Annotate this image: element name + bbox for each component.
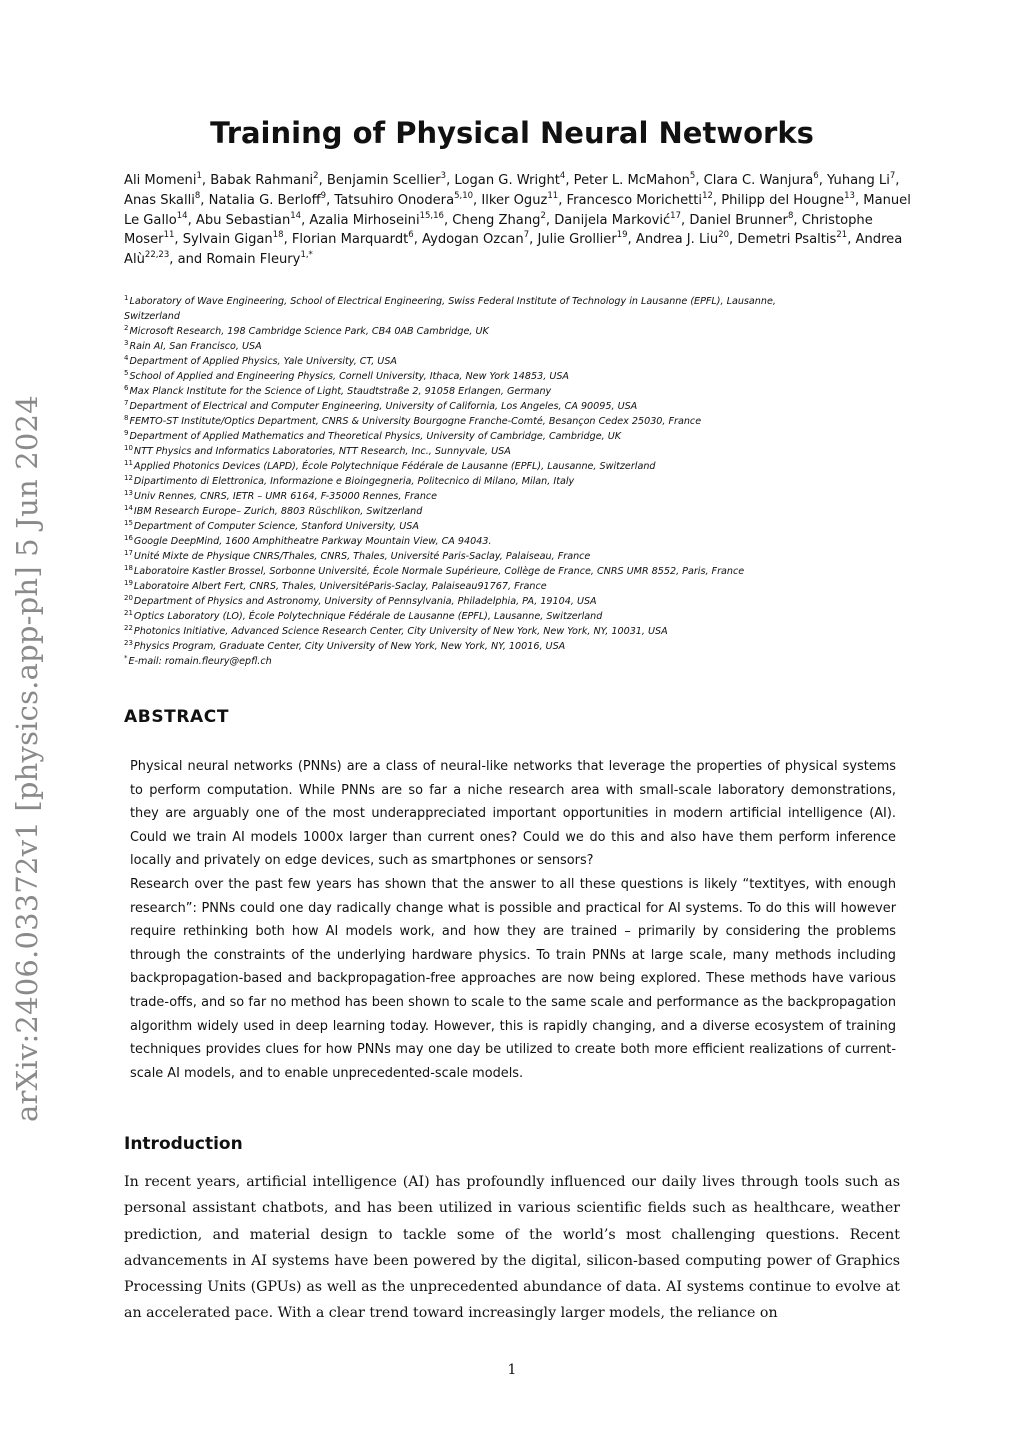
author-name: Yuhang Li bbox=[827, 173, 890, 188]
author-name: Peter L. McMahon bbox=[573, 173, 690, 188]
affiliation-text: Laboratoire Albert Fert, CNRS, Thales, UniversitéParis-Saclay, Palaiseau91767, France bbox=[133, 581, 547, 592]
affiliation-item bbox=[124, 639, 904, 654]
author-name: Andrea Alù bbox=[124, 232, 903, 268]
affiliation-list bbox=[124, 294, 904, 669]
affiliation-text: Max Planck Institute for the Science of Light, Staudtstraße 2, 91058 Erlangen, Germany bbox=[129, 386, 552, 397]
affiliation-item bbox=[124, 624, 904, 639]
author-affiliation-marker: 15,16 bbox=[419, 210, 444, 221]
affiliation-number: 19 bbox=[124, 579, 133, 587]
author-name: Abu Sebastian bbox=[195, 212, 291, 228]
affiliation-number: 15 bbox=[124, 519, 133, 527]
author-affiliation-marker: 22,23 bbox=[144, 250, 170, 261]
author-name: Cheng Zhang bbox=[452, 212, 541, 228]
affiliation-item bbox=[124, 504, 904, 519]
affiliation-text: Google DeepMind, 1600 Amphitheatre Parkway Mountain View, CA 94043. bbox=[133, 536, 492, 547]
author-affiliation-marker: 12 bbox=[702, 190, 713, 201]
affiliation-text: Applied Photonics Devices (LAPD), École Polytechnique Fédérale de Lausanne (EPFL), Lausanne, Switzerland bbox=[133, 461, 656, 472]
abstract-paragraph: Research over the past few years has shown that the answer to all these questions is likely “textityes, with enough research”: PNNs could one day radically change what is possible and practical for AI systems. To do this will however require rethinking both how AI models work, and how they are trained – primarily by considering the problems through the constraints of the underlying hardware physics. To train PNNs at large scale, many methods including backpropagation-based and backpropagation-free approaches are now being explored. These methods have various trade-offs, and so far no method has been shown to scale to the same scale and performance as the backpropagation algorithm widely used in deep learning today. However, this is rapidly changing, and a diverse ecosystem of training techniques provides clues for how PNNs may one day be utilized to create both more efficient realizations of current-scale AI models, and to enable unprecedented-scale models. bbox=[130, 876, 896, 1081]
author-affiliation-marker: 13 bbox=[844, 190, 855, 201]
affiliation-number: 11 bbox=[124, 459, 133, 467]
author-affiliation-marker: 9 bbox=[320, 190, 327, 201]
author-name: Sylvain Gigan bbox=[182, 232, 273, 248]
author-affiliation-marker: 8 bbox=[194, 190, 201, 201]
author-affiliation-marker: 17 bbox=[670, 210, 681, 221]
author-affiliation-marker: 6 bbox=[813, 171, 819, 181]
affiliation-item bbox=[124, 474, 904, 489]
affiliation-number: 7 bbox=[124, 399, 129, 407]
author-name: Philipp del Hougne bbox=[721, 192, 845, 208]
affiliation-item bbox=[124, 384, 904, 399]
author-affiliation-marker: 5 bbox=[689, 171, 696, 181]
affiliation-number: 8 bbox=[124, 414, 129, 422]
author-affiliation-marker: 4 bbox=[559, 171, 566, 181]
affiliation-number: * bbox=[124, 654, 128, 662]
affiliation-number: 9 bbox=[124, 429, 129, 437]
affiliation-item bbox=[124, 564, 904, 579]
author-affiliation-marker: 2 bbox=[313, 171, 319, 181]
author-name: Francesco Morichetti bbox=[566, 192, 703, 208]
section-heading-introduction: Introduction bbox=[124, 1134, 243, 1154]
affiliation-number: 23 bbox=[124, 639, 133, 647]
author-affiliation-marker: 6 bbox=[408, 230, 414, 241]
affiliation-text: Department of Applied Mathematics and Theoretical Physics, University of Cambridge, Cambridge, UK bbox=[129, 431, 622, 442]
author-name: Christophe Moser bbox=[124, 212, 873, 248]
author-affiliation-marker: 14 bbox=[290, 210, 302, 221]
affiliation-number: 3 bbox=[124, 339, 129, 347]
affiliation-text: Laboratoire Kastler Brossel, Sorbonne Université, École Normale Supérieure, Collège de France, CNRS UMR 8552, Paris, France bbox=[133, 566, 745, 577]
affiliation-number: 20 bbox=[124, 594, 133, 602]
author-affiliation-marker: 20 bbox=[718, 230, 730, 241]
affiliation-item bbox=[124, 579, 904, 594]
affiliation-number: 14 bbox=[124, 504, 133, 512]
page-number: 1 bbox=[507, 1362, 517, 1378]
author-name: Florian Marquardt bbox=[291, 232, 409, 248]
affiliation-item bbox=[124, 459, 904, 474]
affiliation-text: Physics Program, Graduate Center, City University of New York, New York, NY, 10016, USA bbox=[133, 641, 566, 652]
author-affiliation-marker: 18 bbox=[272, 230, 284, 241]
abstract-paragraph: Physical neural networks (PNNs) are a class of neural-like networks that leverage the properties of physical systems to perform computation. While PNNs are so far a niche research area with small-scale laboratory demonstrations, they are arguably one of the most underappreciated important opportunities in modern artificial intelligence (AI). Could we train AI models 1000x larger than current ones? Could we do this and also have them perform inference locally and privately on edge devices, such as smartphones or sensors? bbox=[130, 759, 896, 869]
abstract-body bbox=[130, 755, 896, 1085]
affiliation-number: 18 bbox=[124, 564, 133, 572]
arxiv-identifier-stamp: arXiv:2406.03372v1 [physics.app-ph] 5 Jun 2024 bbox=[10, 395, 44, 1122]
affiliation-item bbox=[124, 324, 904, 339]
affiliation-text: Photonics Initiative, Advanced Science Research Center, City University of New York, New York, NY, 10031, USA bbox=[133, 626, 668, 637]
affiliation-number: 2 bbox=[124, 324, 129, 332]
affiliation-item bbox=[124, 339, 904, 354]
affiliation-item bbox=[124, 594, 904, 609]
affiliation-number: 4 bbox=[124, 354, 129, 362]
author-name: Logan G. Wright bbox=[454, 173, 560, 188]
author-affiliation-marker: 21 bbox=[836, 230, 848, 241]
author-name: Demetri Psaltis bbox=[737, 232, 837, 248]
author-name: Andrea J. Liu bbox=[635, 232, 719, 248]
author-name: Ilker Oguz bbox=[481, 192, 548, 208]
author-name: Ali Momeni bbox=[124, 173, 197, 188]
author-name: Tatsuhiro Onodera bbox=[334, 192, 455, 208]
affiliation-text: FEMTO-ST Institute/Optics Department, CNRS & University Bourgogne Franche-Comté, Besançon Cedex 25030, France bbox=[129, 416, 702, 427]
author-affiliation-marker: 8 bbox=[787, 210, 794, 221]
author-affiliation-marker: 1,* bbox=[300, 250, 313, 261]
affiliation-item bbox=[124, 519, 904, 534]
author-list: Ali Momeni$^1$, Babak Rahmani$^2$, Benjamin Scellier$^3$, Logan G. Wright$^4$, Peter L. McMahon$^5$, Clara C. Wanjura$^6$, Yuhang Li$^7$, Anas Skalli$^8$, Natalia G. Berloff$^9$, Tatsuhiro Onodera$^{5,10}$, Ilker Oguz$^{11}$, Francesco Morichetti$^{12}$, Philipp del Hougne$^{13}$, Manuel Le Gallo$^{14}$, Abu Sebastian$^{14}$, Azalia Mirhoseini$^{15,16}$, Cheng Zhang$^2$, Danijela Marković$^{17}$, Daniel Brunner$^8$, Christophe Moser$^{11}$, Sylvain Gigan$^{18}$, Florian Marquardt$^6$, Aydogan Ozcan$^7$, Julie Grollier$^{19}$, Andrea J. Liu$^{20}$, Demetri Psaltis$^{21}$, Andrea Alù$^{22,23}$, and Romain Fleury$^{1,*}$ bbox=[124, 171, 911, 268]
author-name: Azalia Mirhoseini bbox=[309, 212, 420, 228]
author-name: Anas Skalli bbox=[124, 192, 195, 208]
affiliation-number: 6 bbox=[124, 384, 129, 392]
affiliation-item bbox=[124, 414, 904, 429]
author-name: Danijela Marković bbox=[554, 212, 671, 228]
affiliation-number: 13 bbox=[124, 489, 133, 497]
affiliation-item bbox=[124, 399, 904, 414]
paper-title: Training of Physical Neural Networks bbox=[210, 116, 814, 150]
affiliation-number: 1 bbox=[124, 294, 129, 302]
author-affiliation-marker: 7 bbox=[889, 171, 896, 181]
affiliation-item bbox=[124, 354, 904, 369]
author-affiliation-marker: 2 bbox=[540, 210, 546, 221]
author-name: Manuel Le Gallo bbox=[124, 192, 911, 228]
affiliation-text: Dipartimento di Elettronica, Informazione e Bioingegneria, Politecnico di Milano, Milan, Italy bbox=[133, 476, 575, 487]
affiliation-text: School of Applied and Engineering Physics, Cornell University, Ithaca, New York 14853, USA bbox=[129, 371, 569, 382]
affiliation-text: Laboratory of Wave Engineering, School of Electrical Engineering, Swiss Federal Institute of Technology in Lausanne (EPFL), Lausanne, bbox=[129, 296, 776, 307]
affiliation-item bbox=[124, 609, 904, 624]
author-affiliation-marker: 1 bbox=[196, 171, 202, 181]
author-affiliation-marker: 5,10 bbox=[454, 190, 474, 201]
author-name: Benjamin Scellier bbox=[326, 173, 441, 188]
affiliation-number: 22 bbox=[124, 624, 133, 632]
affiliation-text: Department of Electrical and Computer Engineering, University of California, Los Angeles, CA 90095, USA bbox=[129, 401, 638, 412]
affiliation-item bbox=[124, 549, 904, 564]
introduction-paragraph: In recent years, artificial intelligence (AI) has profoundly influenced our daily lives through tools such as personal assistant chatbots, and has been utilized in various scientific fields such as healthcare, weather prediction, and material design to tackle some of the world’s most challenging questions. Recent advancements in AI systems have been powered by the digital, silicon-based computing power of Graphics Processing Units (GPUs) as well as the unprecedented abundance of data. AI systems continue to evolve at an accelerated pace. With a clear trend toward increasingly larger models, the reliance on bbox=[124, 1174, 900, 1322]
affiliation-item bbox=[124, 534, 904, 549]
affiliation-text: Department of Applied Physics, Yale University, CT, USA bbox=[129, 356, 397, 367]
author-name: Clara C. Wanjura bbox=[703, 173, 814, 188]
affiliation-item bbox=[124, 429, 904, 444]
affiliation-text: E-mail: romain.fleury@epfl.ch bbox=[128, 656, 272, 667]
affiliation-item bbox=[124, 654, 904, 669]
author-name: Romain Fleury bbox=[206, 252, 301, 268]
affiliation-item bbox=[124, 294, 904, 309]
affiliation-text: Department of Physics and Astronomy, University of Pennsylvania, Philadelphia, PA, 19104, USA bbox=[133, 596, 597, 607]
affiliation-item bbox=[124, 444, 904, 459]
affiliation-text: Univ Rennes, CNRS, IETR – UMR 6164, F-35000 Rennes, France bbox=[133, 491, 438, 502]
author-name: Babak Rahmani bbox=[210, 173, 314, 188]
author-name: Aydogan Ozcan bbox=[422, 232, 524, 248]
affiliation-number: 16 bbox=[124, 534, 133, 542]
abstract-heading: ABSTRACT bbox=[124, 707, 230, 727]
affiliation-text: Unité Mixte de Physique CNRS/Thales, CNRS, Thales, Université Paris-Saclay, Palaiseau, France bbox=[133, 551, 591, 562]
author-name: Julie Grollier bbox=[537, 232, 617, 248]
affiliation-text-continuation: Switzerland bbox=[124, 311, 180, 322]
author-name: Daniel Brunner bbox=[689, 212, 788, 228]
author-affiliation-marker: 7 bbox=[523, 230, 530, 241]
affiliation-text: NTT Physics and Informatics Laboratories, NTT Research, Inc., Sunnyvale, USA bbox=[133, 446, 511, 457]
affiliation-text: Microsoft Research, 198 Cambridge Science Park, CB4 0AB Cambridge, UK bbox=[129, 326, 489, 337]
affiliation-text: IBM Research Europe– Zurich, 8803 Rüschlikon, Switzerland bbox=[133, 506, 423, 517]
affiliation-text: Rain AI, San Francisco, USA bbox=[129, 341, 262, 352]
author-affiliation-marker: 14 bbox=[176, 210, 188, 221]
affiliation-number: 10 bbox=[124, 444, 133, 452]
affiliation-text: Department of Computer Science, Stanford University, USA bbox=[133, 521, 419, 532]
author-affiliation-marker: 3 bbox=[440, 171, 447, 181]
affiliation-number: 21 bbox=[124, 609, 133, 617]
introduction-body bbox=[124, 1169, 900, 1327]
affiliation-item bbox=[124, 369, 904, 384]
affiliation-text: Optics Laboratory (LO), École Polytechnique Fédérale de Lausanne (EPFL), Lausanne, Switzerland bbox=[133, 611, 603, 622]
affiliation-item bbox=[124, 489, 904, 504]
affiliation-number: 17 bbox=[124, 549, 133, 557]
affiliation-number: 5 bbox=[124, 369, 129, 377]
author-affiliation-marker: 11 bbox=[547, 190, 559, 201]
author-name: Natalia G. Berloff bbox=[208, 192, 321, 208]
author-affiliation-marker: 11 bbox=[163, 230, 175, 241]
affiliation-number: 12 bbox=[124, 474, 133, 482]
author-affiliation-marker: 19 bbox=[616, 230, 628, 241]
